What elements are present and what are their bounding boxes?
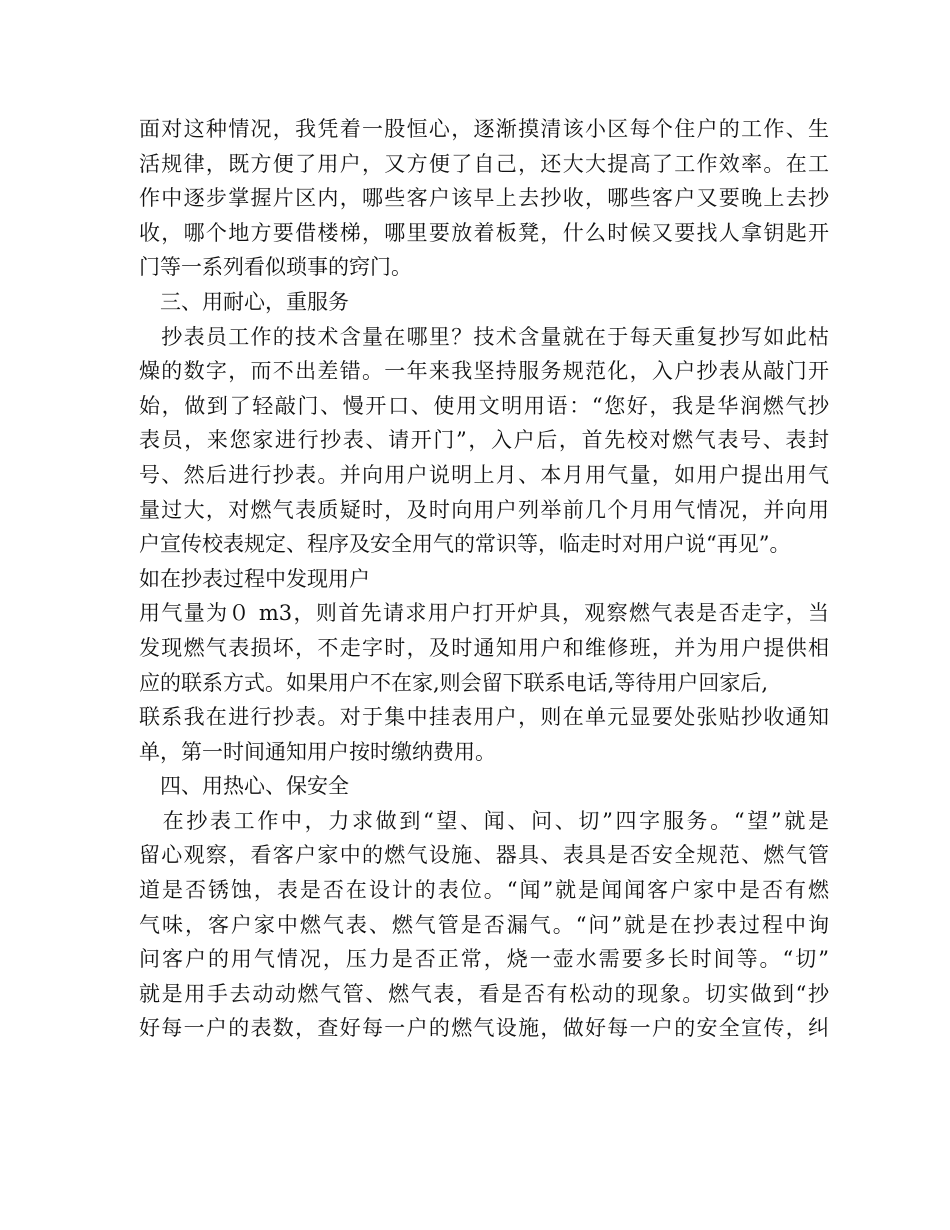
text-line: 燥的数字，而不出差错。一年来我坚持服务规范化，入户抄表从敲门开 — [139, 359, 829, 384]
text-line: 气味，客户家中燃气表、燃气管是否漏气。“问”就是在抄表过程中询 — [139, 912, 829, 937]
text-line: 用气量为０ m3，则首先请求用户打开炉具，观察燃气表是否走字，当 — [139, 601, 829, 626]
text-line: 收，哪个地方要借楼梯，哪里要放着板凳，什么时候又要找人拿钥匙开 — [139, 220, 829, 245]
text-line: 联系我在进行抄表。对于集中挂表用户，则在单元显要处张贴抄收通知 — [139, 705, 829, 730]
text-line: 门等一系列看似琐事的窍门。 — [139, 255, 412, 280]
text-line: 道是否锈蚀，表是否在设计的表位。“闻”就是闻闻客户家中是否有燃 — [139, 878, 829, 903]
text-line: 单，第一时间通知用户按时缴纳费用。 — [139, 739, 496, 764]
text-line: 号、然后进行抄表。并向用户说明上月、本月用气量，如用户提出用气 — [139, 462, 829, 487]
text-line: 活规律，既方便了用户，又方便了自己，还大大提高了工作效率。在工 — [139, 151, 829, 176]
text-line: 表员，来您家进行抄表、请开门”，入户后，首先校对燃气表号、表封 — [139, 428, 829, 453]
text-line: 始，做到了轻敲门、慢开口、使用文明用语：“您好，我是华润燃气抄 — [139, 393, 829, 418]
text-line: 留心观察，看客户家中的燃气设施、器具、表具是否安全规范、燃气管 — [139, 843, 829, 868]
text-line: 好每一户的表数，查好每一户的燃气设施，做好每一户的安全宣传，纠 — [139, 1016, 829, 1041]
text-line: 应的联系方式。如果用户不在家,则会留下联系电话,等待用户回家后, — [139, 670, 769, 695]
document-body — [139, 112, 829, 1046]
section-heading: 三、用耐心，重服务 — [139, 289, 349, 314]
text-line: 如在抄表过程中发现用户 — [139, 566, 370, 591]
text-line: 抄表员工作的技术含量在哪里？技术含量就在于每天重复抄写如此枯 — [139, 324, 829, 349]
text-line: 量过大，对燃气表质疑时，及时向用户列举前几个月用气情况，并向用 — [139, 497, 829, 522]
text-line: 在抄表工作中，力求做到“望、闻、问、切”四字服务。“望”就是 — [139, 808, 829, 833]
text-line: 就是用手去动动燃气管、燃气表，看是否有松动的现象。切实做到“抄 — [139, 981, 829, 1006]
text-line: 面对这种情况，我凭着一股恒心，逐渐摸清该小区每个住户的工作、生 — [139, 117, 829, 141]
text-line: 作中逐步掌握片区内，哪些客户该早上去抄收，哪些客户又要晚上去抄 — [139, 186, 829, 211]
text-line: 发现燃气表损坏，不走字时，及时通知用户和维修班，并为用户提供相 — [139, 635, 829, 660]
section-heading: 四、用热心、保安全 — [139, 774, 349, 799]
text-line: 问客户的用气情况，压力是否正常，烧一壶水需要多长时间等。“切” — [139, 947, 829, 972]
text-line: 户宣传校表规定、程序及安全用气的常识等，临走时对用户说“再见”。 — [139, 532, 791, 557]
